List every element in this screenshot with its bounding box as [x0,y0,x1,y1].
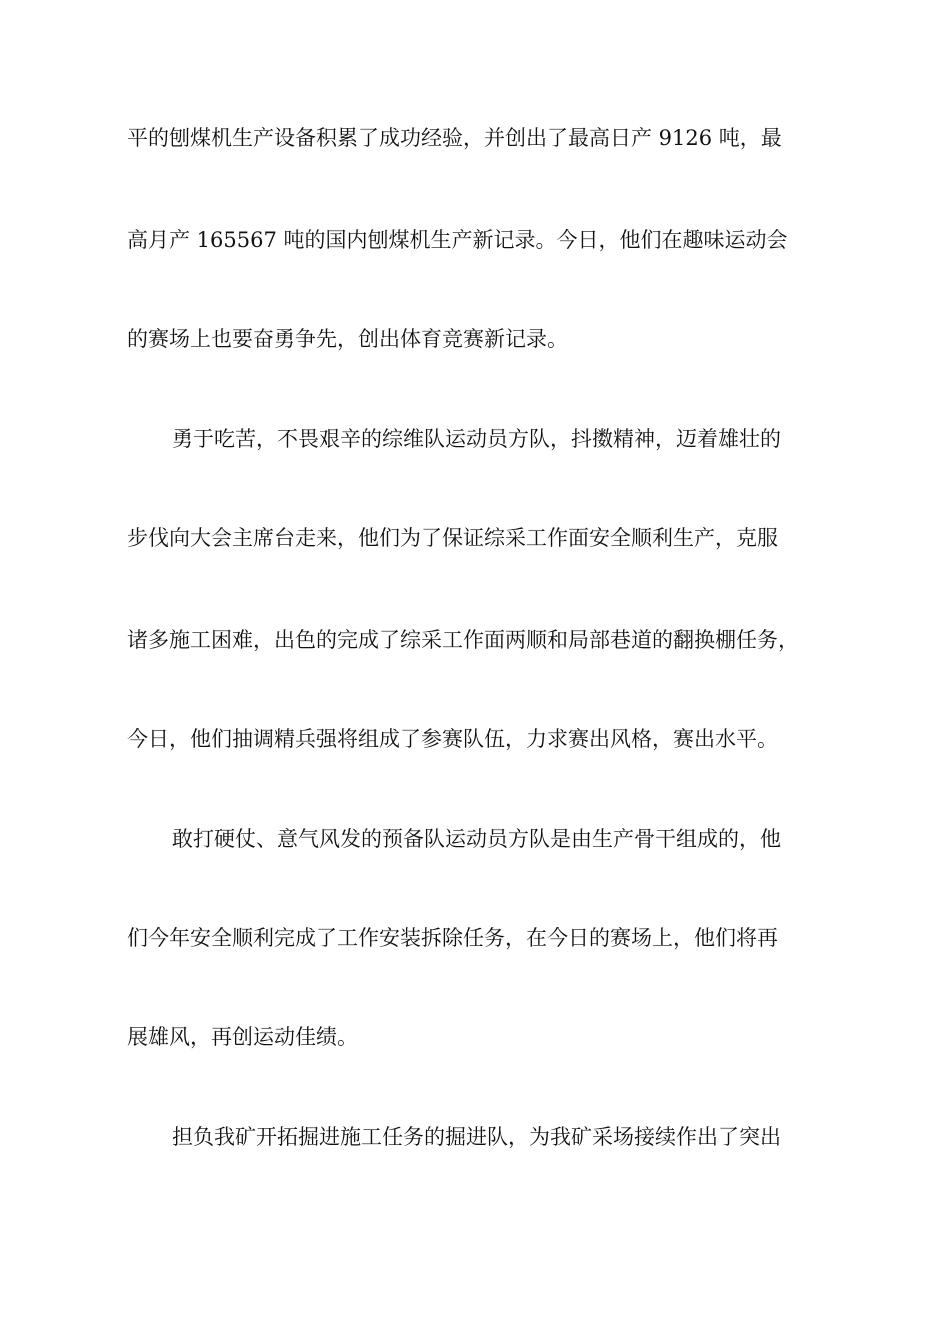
text-line-5: 步伐向大会主席台走来，他们为了保证综采工作面安全顺利生产，克服 [127,526,778,550]
text-line-7: 今日，他们抽调精兵强将组成了参赛队伍，力求赛出风格，赛出水平。 [127,727,778,751]
text-line-3: 的赛场上也要奋勇争先，创出体育竞赛新记录。 [127,327,568,351]
text-line-2: 高月产 165567 吨的国内刨煤机生产新记录。今日，他们在趣味运动会 [127,228,788,252]
text-line-10: 展雄风，再创运动佳绩。 [127,1025,358,1049]
text-line-1: 平的刨煤机生产设备积累了成功经验，并创出了最高日产 9126 吨，最 [127,126,782,150]
paragraph-start-line-11: 担负我矿开拓掘进施工任务的掘进队，为我矿采场接续作出了突出 [172,1125,781,1149]
paragraph-start-line-4: 勇于吃苦，不畏艰辛的综维队运动员方队，抖擞精神，迈着雄壮的 [172,427,781,451]
text-line-9: 们今年安全顺利完成了工作安装拆除任务，在今日的赛场上，他们将再 [127,926,778,950]
text-line-6: 诸多施工困难，出色的完成了综采工作面两顺和局部巷道的翻换棚任务， [127,628,799,652]
paragraph-start-line-8: 敢打硬仗、意气风发的预备队运动员方队是由生产骨干组成的，他 [172,827,781,851]
